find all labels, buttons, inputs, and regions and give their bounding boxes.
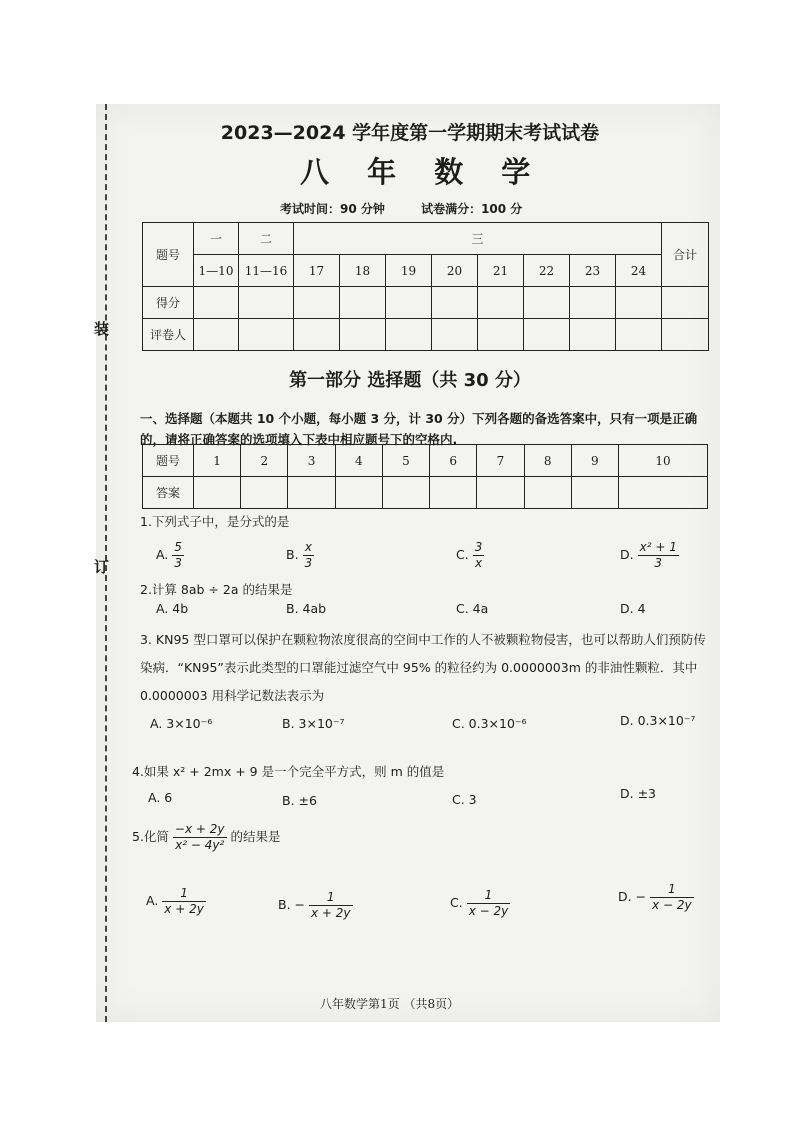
score-cell[interactable] xyxy=(524,287,570,319)
answer-cell[interactable] xyxy=(241,477,288,509)
grader-cell[interactable] xyxy=(616,319,662,351)
denominator: x + 2y xyxy=(310,906,351,920)
q4-option-c[interactable]: C. 3 xyxy=(452,792,477,807)
q5-option-b[interactable] xyxy=(278,890,353,921)
denominator: 3 xyxy=(654,556,663,570)
part1-instruction: 一、选择题（本题共 10 个小题，每小题 3 分，计 30 分）下列各题的备选答案中，只有一项是正确的，请将正确答案的选项填入下表中相应题号下的空格内. xyxy=(140,411,698,447)
answer-number: 9 xyxy=(571,445,618,477)
grader-row-label: 评卷人 xyxy=(143,319,194,351)
grader-cell[interactable] xyxy=(340,319,386,351)
q4-option-b[interactable]: B. ±6 xyxy=(282,793,317,808)
q4-option-a[interactable]: A. 6 xyxy=(148,790,173,805)
grader-cell[interactable] xyxy=(570,319,616,351)
grader-cell[interactable] xyxy=(294,319,340,351)
part1-title: 第一部分 选择题（共 30 分） xyxy=(289,370,531,391)
denominator: x − 2y xyxy=(652,898,692,912)
numerator: 1 xyxy=(467,888,511,904)
numerator: −x + 2y xyxy=(174,822,225,836)
numerator: 1 xyxy=(650,882,694,898)
grader-cell[interactable] xyxy=(239,319,294,351)
q3-option-b[interactable]: B. 3×10⁻⁷ xyxy=(282,716,345,731)
score-cell[interactable] xyxy=(194,287,239,319)
score-cell[interactable] xyxy=(239,287,294,319)
option-label: C. xyxy=(456,547,469,562)
q1-option-c[interactable] xyxy=(456,540,484,571)
answer-number: 5 xyxy=(382,445,429,477)
q1-option-a[interactable] xyxy=(156,540,184,571)
denominator: x − 2y xyxy=(468,904,509,918)
denominator: 3 xyxy=(304,556,313,570)
answer-cell[interactable] xyxy=(430,477,477,509)
answer-cell[interactable] xyxy=(571,477,618,509)
option-label: B. − xyxy=(278,897,305,912)
answer-table-header: 题号 xyxy=(143,445,194,477)
answer-cell[interactable] xyxy=(288,477,335,509)
q-number: 24 xyxy=(616,255,662,287)
fraction xyxy=(162,886,206,917)
denominator: x + 2y xyxy=(164,902,204,916)
score-cell[interactable] xyxy=(432,287,478,319)
answer-cell[interactable] xyxy=(477,477,524,509)
score-cell[interactable] xyxy=(478,287,524,319)
q4-option-d[interactable]: D. ±3 xyxy=(620,786,656,801)
group-three: 三 xyxy=(294,223,662,255)
q-number: 17 xyxy=(294,255,340,287)
exam-time: 考试时间：90 分钟 xyxy=(280,202,385,216)
fraction xyxy=(172,540,184,571)
numerator: 1 xyxy=(309,890,353,906)
total-grader-cell[interactable] xyxy=(662,319,709,351)
answer-cell[interactable] xyxy=(194,477,241,509)
subject-title: 八 年 数 学 xyxy=(300,155,545,189)
binding-mark-zhuang: 装 xyxy=(94,320,110,338)
answer-cell[interactable] xyxy=(382,477,429,509)
page-footer: 八年数学第1页 （共8页） xyxy=(320,997,460,1011)
q5-stem-prefix: 5.化简 xyxy=(132,829,169,844)
binding-mark-ding: 订 xyxy=(94,558,110,576)
fraction xyxy=(638,540,679,571)
answer-number: 4 xyxy=(335,445,382,477)
score-row-label: 得分 xyxy=(143,287,194,319)
score-table xyxy=(142,222,709,351)
grader-cell[interactable] xyxy=(386,319,432,351)
answer-cell[interactable] xyxy=(524,477,571,509)
q1-option-b[interactable] xyxy=(286,540,314,571)
group-two: 二 xyxy=(239,223,294,255)
q-number: 18 xyxy=(340,255,386,287)
score-table-header: 题号 xyxy=(143,223,194,287)
exam-full-score: 试卷满分：100 分 xyxy=(421,202,523,216)
q-number: 19 xyxy=(386,255,432,287)
score-cell[interactable] xyxy=(386,287,432,319)
grader-cell[interactable] xyxy=(478,319,524,351)
total-score-cell[interactable] xyxy=(662,287,709,319)
answer-number: 8 xyxy=(524,445,571,477)
answer-number: 6 xyxy=(430,445,477,477)
q2-option-a[interactable]: A. 4b xyxy=(156,601,189,616)
fraction xyxy=(173,822,227,853)
q2-option-d[interactable]: D. 4 xyxy=(620,601,646,616)
q5-option-d[interactable] xyxy=(618,882,694,913)
answer-cell[interactable] xyxy=(618,477,707,509)
fraction xyxy=(473,540,485,571)
q-number: 20 xyxy=(432,255,478,287)
q5-stem-suffix: 的结果是 xyxy=(230,829,281,844)
range-1-10: 1—10 xyxy=(194,255,239,287)
q5-option-a[interactable] xyxy=(146,886,206,917)
score-cell[interactable] xyxy=(294,287,340,319)
q3-stem: 3. KN95 型口罩可以保护在颗粒物浓度很高的空间中工作的人不被颗粒物侵害，也可以帮助人们预防传染病．“KN95”表示此类型的口罩能过滤空气中 95% 的粒径约为 0.0000003m 的非油性颗粒．其中 0.0000003 用科学记数法表示为 xyxy=(140,632,706,703)
answer-number: 1 xyxy=(194,445,241,477)
q1-stem: 1.下列式子中，是分式的是 xyxy=(140,514,290,529)
option-label: D. − xyxy=(618,889,647,904)
answer-row-label: 答案 xyxy=(143,477,194,509)
option-label: B. xyxy=(286,547,299,562)
option-label: D. xyxy=(620,547,634,562)
denominator: x xyxy=(474,556,483,570)
grader-cell[interactable] xyxy=(432,319,478,351)
q4-stem: 4.如果 x² + 2mx + 9 是一个完全平方式，则 m 的值是 xyxy=(132,764,445,779)
q-number: 23 xyxy=(570,255,616,287)
exam-info xyxy=(280,200,554,217)
q5-stem xyxy=(132,822,281,853)
numerator: 5 xyxy=(174,540,182,554)
answer-number: 7 xyxy=(477,445,524,477)
numerator: 1 xyxy=(162,886,206,902)
option-label: A. xyxy=(146,893,159,908)
numerator: x² + 1 xyxy=(639,540,677,554)
grader-cell[interactable] xyxy=(524,319,570,351)
score-cell[interactable] xyxy=(340,287,386,319)
answer-number: 10 xyxy=(618,445,707,477)
exam-title: 2023—2024 学年度第一学期期末考试试卷 xyxy=(220,122,600,144)
answer-cell[interactable] xyxy=(335,477,382,509)
q-number: 21 xyxy=(478,255,524,287)
numerator: x xyxy=(303,540,315,556)
q2-option-c[interactable]: C. 4a xyxy=(456,601,489,616)
q3-option-a[interactable]: A. 3×10⁻⁶ xyxy=(150,716,213,731)
denominator: x² − 4y² xyxy=(175,838,225,852)
q2-stem: 2.计算 8ab ÷ 2a 的结果是 xyxy=(140,582,293,597)
fraction xyxy=(467,888,511,919)
q-number: 22 xyxy=(524,255,570,287)
answer-number: 3 xyxy=(288,445,335,477)
q5-option-c[interactable] xyxy=(450,888,510,919)
numerator: 3 xyxy=(474,540,483,554)
q3-option-c[interactable]: C. 0.3×10⁻⁶ xyxy=(452,716,527,731)
option-label: C. xyxy=(450,895,463,910)
q1-option-d[interactable] xyxy=(620,540,679,571)
fraction xyxy=(309,890,353,921)
denominator: 3 xyxy=(174,556,182,570)
q2-option-b[interactable]: B. 4ab xyxy=(286,601,327,616)
group-one: 一 xyxy=(194,223,239,255)
fraction xyxy=(303,540,315,571)
range-11-16: 11—16 xyxy=(239,255,294,287)
answer-table xyxy=(142,444,708,509)
answer-number: 2 xyxy=(241,445,288,477)
score-cell[interactable] xyxy=(616,287,662,319)
grader-cell[interactable] xyxy=(194,319,239,351)
total-header: 合计 xyxy=(662,223,709,287)
option-label: A. xyxy=(156,547,169,562)
q3-option-d[interactable]: D. 0.3×10⁻⁷ xyxy=(620,713,696,728)
score-cell[interactable] xyxy=(570,287,616,319)
fraction xyxy=(650,882,694,913)
